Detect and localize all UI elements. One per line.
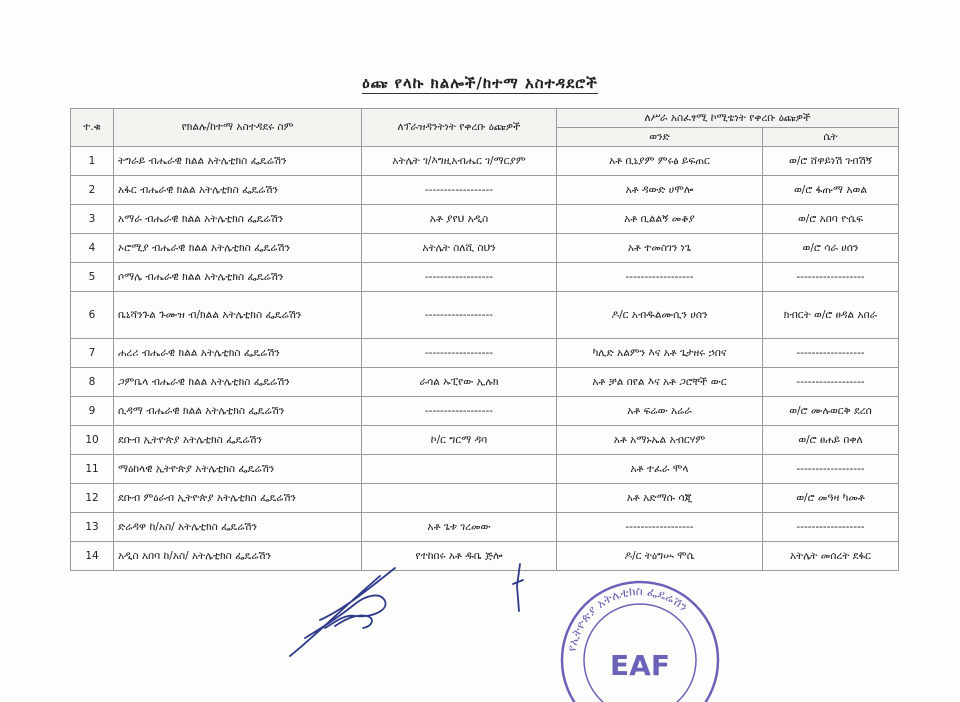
male-nominee: አቶ አማኑኤል አብርሃም — [557, 426, 763, 455]
president-nominee: የተከበሩ አቶ ዱቤ ጅሎ — [362, 542, 557, 571]
president-nominee — [362, 484, 557, 513]
president-nominee: ራሳል ኡፒየው ኢሉክ — [362, 368, 557, 397]
table-row — [71, 176, 899, 205]
nominees-table — [70, 108, 899, 571]
row-number: 5 — [71, 263, 114, 292]
male-nominee: አቶ ቢልልኝ መቆያ — [557, 205, 763, 234]
header-female: ሴት — [763, 128, 899, 147]
federation-name: ሐረሪ ብሔራዊ ክልል አትሌቲክስ ፌዴሬሽን — [114, 339, 362, 368]
table-row — [71, 339, 899, 368]
table-row — [71, 484, 899, 513]
president-nominee: ------------------ — [362, 292, 557, 339]
table-row — [71, 426, 899, 455]
president-nominee: ------------------ — [362, 339, 557, 368]
header-male: ወንድ — [557, 128, 763, 147]
president-nominee: ኮ/ር ግርማ ዳባ — [362, 426, 557, 455]
male-nominee: አቶ ፍሬው አሬራ — [557, 397, 763, 426]
male-nominee: ------------------ — [557, 513, 763, 542]
table-body — [71, 147, 899, 571]
row-number: 13 — [71, 513, 114, 542]
seal-text-path — [565, 584, 691, 652]
federation-name: ሶማሌ ብሔራዊ ክልል አትሌቲክስ ፌዴሬሽን — [114, 263, 362, 292]
federation-name: ሲዳማ ብሔራዊ ክልል አትሌቲክስ ፌዴሬሽን — [114, 397, 362, 426]
header-committee-nominees: ለሥራ አስፈፃሚ ኮሚቴነት የቀረቡ ዕጩዎች — [557, 109, 899, 128]
federation-name: ማዕከላዊ ኢትዮጵያ አትሌቲክስ ፌዴሬሽን — [114, 455, 362, 484]
male-nominee: አቶ ዳውድ ሀሞሎ — [557, 176, 763, 205]
table-row — [71, 397, 899, 426]
row-number: 7 — [71, 339, 114, 368]
male-nominee: አቶ አድማሱ ሳጂ — [557, 484, 763, 513]
seal-text: የኢትዮጵያ አትሌቲክስ ፌዴሬሽን — [564, 583, 691, 653]
table-row — [71, 147, 899, 176]
header-name: የክልሉ/ከተማ አስተዳደሩ ስም — [114, 109, 362, 147]
female-nominee: ------------------ — [763, 455, 899, 484]
federation-name: አፋር ብሔራዊ ክልል አትሌቲክስ ፌዴሬሽን — [114, 176, 362, 205]
row-number: 4 — [71, 234, 114, 263]
female-nominee: ክብርት ወ/ሮ ፀዳል አበራ — [763, 292, 899, 339]
president-nominee: አቶ ጌቱ ገረመው — [362, 513, 557, 542]
president-nominee: አትሌት ገ/እግዚአብሔር ገ/ማርያም — [362, 147, 557, 176]
table-row — [71, 513, 899, 542]
male-nominee: አቶ ተመስገን ነጌ — [557, 234, 763, 263]
signature-right — [505, 556, 535, 626]
signature-left — [285, 556, 415, 666]
table-row — [71, 205, 899, 234]
federation-name: ትግራይ ብሔራዊ ክልል አትሌቲክስ ፌዴሬሽን — [114, 147, 362, 176]
female-nominee: ------------------ — [763, 339, 899, 368]
female-nominee: ------------------ — [763, 368, 899, 397]
row-number: 8 — [71, 368, 114, 397]
female-nominee: ------------------ — [763, 513, 899, 542]
federation-name: አዲስ አበባ ከ/አስ/ አትሌቲክስ ፌዴሬሽን — [114, 542, 362, 571]
federation-name: ደቡብ ኢትዮጵያ አትሌቲክስ ፌዴሬሽን — [114, 426, 362, 455]
row-number: 14 — [71, 542, 114, 571]
signature-stroke — [290, 568, 395, 656]
male-nominee: አቶ ተፈራ ሞላ — [557, 455, 763, 484]
federation-name: ደቡብ ምዕራብ ኢትዮጵያ አትሌቲክስ ፌዴሬሽን — [114, 484, 362, 513]
page-title — [0, 74, 960, 92]
president-nominee: ------------------ — [362, 397, 557, 426]
president-nominee: ------------------ — [362, 263, 557, 292]
female-nominee: ወ/ሮ አበባ ዮሴፍ — [763, 205, 899, 234]
seal-logo-text: EAF — [610, 649, 670, 682]
row-number: 6 — [71, 292, 114, 339]
female-nominee: ወ/ሮ መዓዛ ካመቶ — [763, 484, 899, 513]
row-number: 9 — [71, 397, 114, 426]
row-number: 12 — [71, 484, 114, 513]
header-president-nominees: ለፕራዝዳንትነት የቀረቡ ዕጩዎች — [362, 109, 557, 147]
official-seal — [555, 575, 725, 702]
row-number: 1 — [71, 147, 114, 176]
female-nominee: ወ/ሮ ፋጡማ አወል — [763, 176, 899, 205]
male-nominee: ካሊድ አልምን እና አቶ ጌታዘሩ ኃበና — [557, 339, 763, 368]
table-row — [71, 263, 899, 292]
female-nominee: ------------------ — [763, 263, 899, 292]
header-number: ተ.ቁ — [71, 109, 114, 147]
female-nominee: ወ/ሮ ሳራ ሀሰን — [763, 234, 899, 263]
signature-stroke — [513, 564, 523, 611]
table-row — [71, 542, 899, 571]
female-nominee: ወ/ሮ ሙሉወርቅ ደረሰ — [763, 397, 899, 426]
federation-name: ቤኒሻንጉል ጉሙዝ ብ/ክልል አትሌቲክስ ፌዴሬሽን — [114, 292, 362, 339]
female-nominee: ወ/ሮ ፀሐይ በቀለ — [763, 426, 899, 455]
male-nominee: ዶ/ር ትዕግሡ ሞሴ — [557, 542, 763, 571]
row-number: 3 — [71, 205, 114, 234]
president-nominee: አትሌት ስለሺ ስህን — [362, 234, 557, 263]
male-nominee: አቶ ቢኒያም ምሩፅ ይፍጠር — [557, 147, 763, 176]
male-nominee: ዶ/ር አብዱልሙሲን ሀሰን — [557, 292, 763, 339]
male-nominee: ------------------ — [557, 263, 763, 292]
table-row — [71, 234, 899, 263]
federation-name: ድሬዳዋ ከ/አስ/ አትሌቲክስ ፌዴሬሽን — [114, 513, 362, 542]
president-nominee — [362, 455, 557, 484]
page-title-text: ዕጩ የላኩ ክልሎች/ከተማ አስተዳደሮች — [362, 74, 598, 92]
federation-name: አማራ ብሔራዊ ክልል አትሌቲክስ ፌዴሬሽን — [114, 205, 362, 234]
female-nominee: ወ/ሮ ሸዋይነሽ ገብሽኝ — [763, 147, 899, 176]
federation-name: ኦሮሚያ ብሔራዊ ክልል አትሌቲክስ ፌዴሬሽን — [114, 234, 362, 263]
president-nominee: ------------------ — [362, 176, 557, 205]
female-nominee: አትሌት መሰረት ደፋር — [763, 542, 899, 571]
row-number: 2 — [71, 176, 114, 205]
table-row — [71, 368, 899, 397]
table-row — [71, 455, 899, 484]
row-number: 11 — [71, 455, 114, 484]
seal-ring-outer — [562, 582, 718, 702]
federation-name: ጋምቤላ ብሔራዊ ክልል አትሌቲክስ ፌዴሬሽን — [114, 368, 362, 397]
president-nominee: አቶ ያየህ አዲስ — [362, 205, 557, 234]
row-number: 10 — [71, 426, 114, 455]
male-nominee: አቶ ቻል በየል እና አቶ ጋሮቸች ውር — [557, 368, 763, 397]
table-row — [71, 292, 899, 339]
